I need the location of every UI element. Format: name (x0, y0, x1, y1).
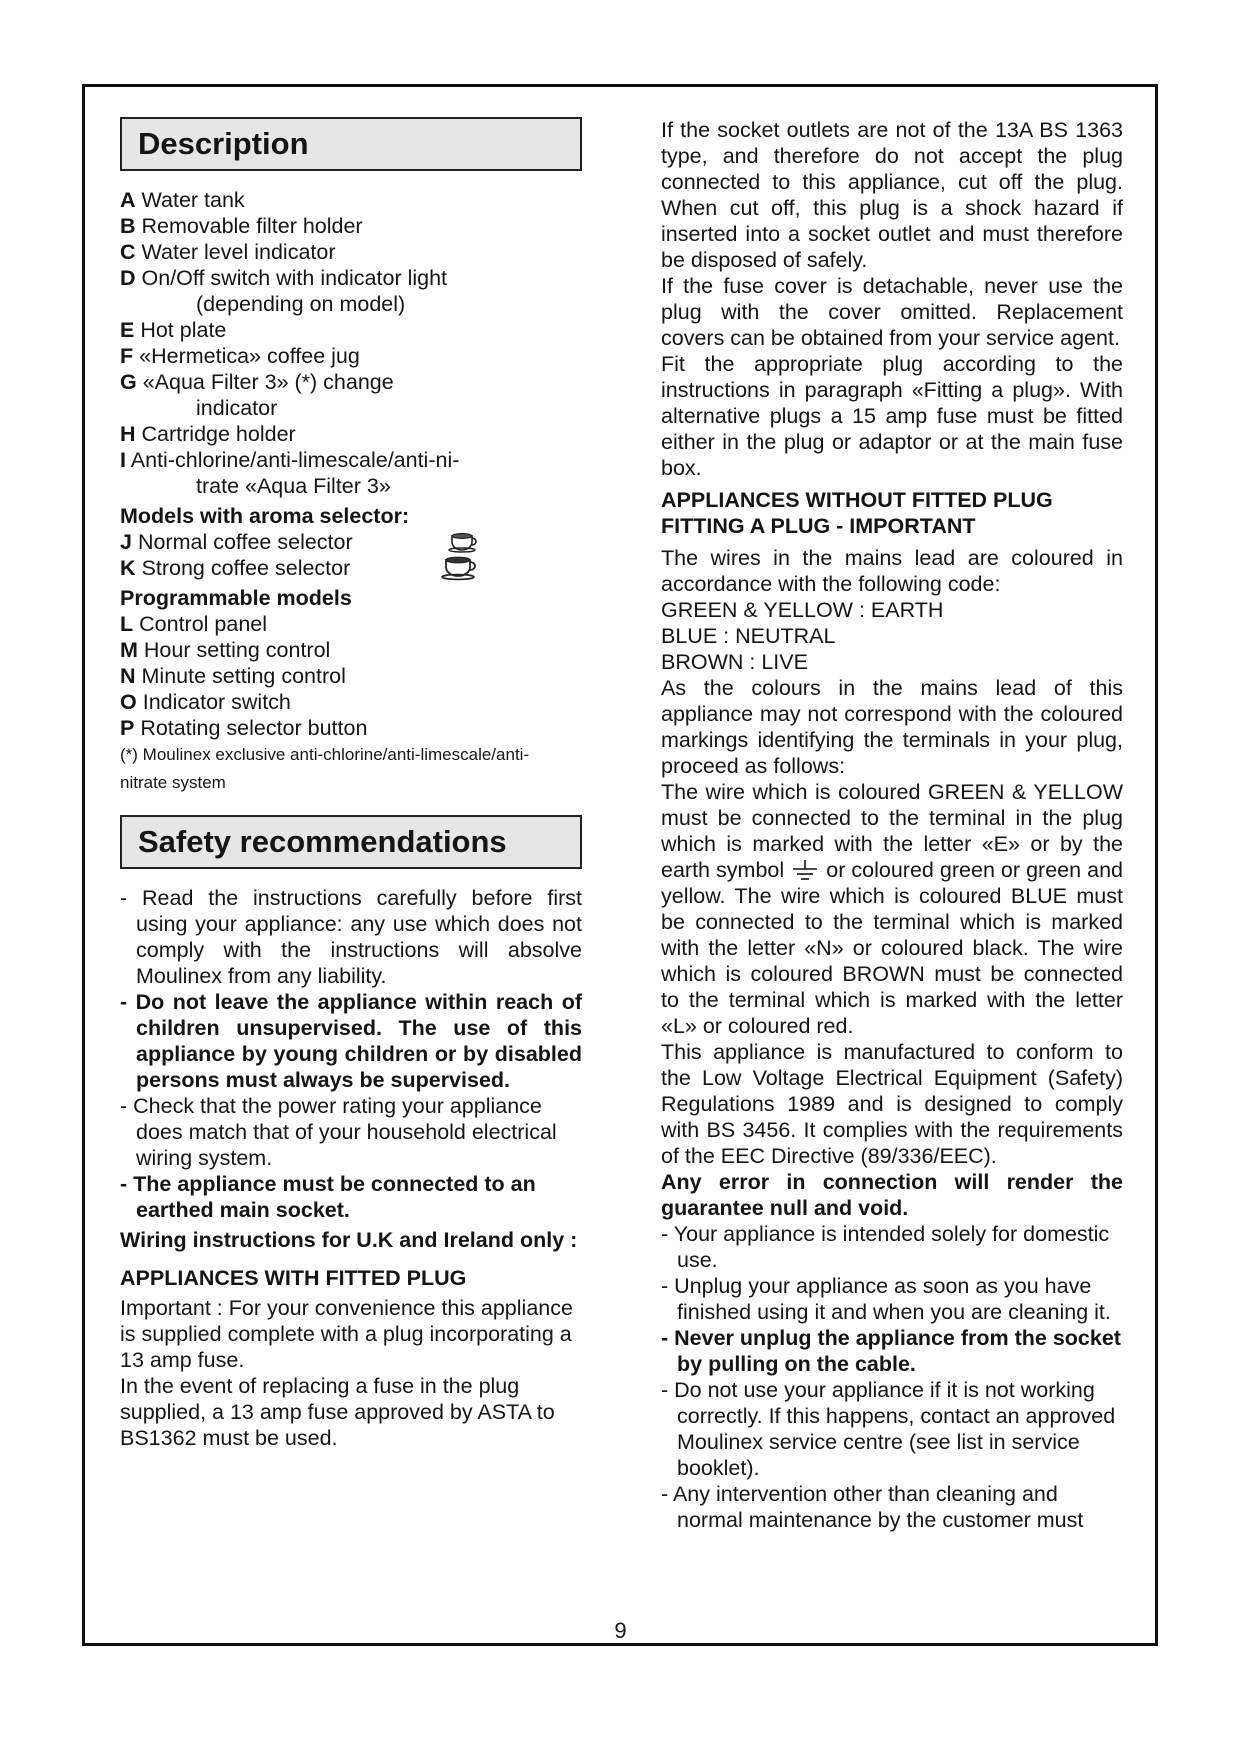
safety-bullet: - Check that the power rating your appliance does match that of your household electrical wiring system. (120, 1094, 557, 1170)
earth-symbol-icon (790, 859, 820, 881)
list-item: M Hour setting control (120, 638, 331, 662)
description-list (120, 187, 582, 499)
footnote: nitrate system (120, 773, 226, 792)
left-column (120, 117, 582, 1451)
colour-code: BLUE : NEUTRAL (661, 624, 836, 648)
safety-heading: Safety recommendations (120, 815, 582, 869)
safety-list (120, 885, 582, 1223)
list-item: K Strong coffee selector (120, 555, 480, 581)
footnote: (*) Moulinex exclusive anti-chlorine/anti-limescale/anti- (120, 745, 530, 764)
list-item: E Hot plate (120, 318, 227, 342)
coffee-cup-normal-icon (448, 531, 480, 553)
wiring-heading: Wiring instructions for U.K and Ireland only : (120, 1228, 578, 1252)
safety-bullet: - Do not use your appliance if it is not working correctly. If this happens, contact an approved Moulinex service centre (see list in service booklet). (661, 1378, 1116, 1480)
safety-bullet: - Unplug your appliance as soon as you have finished using it and when you are cleaning it. (661, 1274, 1111, 1324)
fitted-plug-text: In the event of replacing a fuse in the plug supplied, a 13 amp fuse approved by ASTA to BS1362 must be used. (120, 1374, 555, 1450)
list-item: O Indicator switch (120, 690, 291, 714)
list-item: B Removable filter holder (120, 214, 363, 238)
safety-bullet: - Read the instructions carefully before first using your appliance: any use which does not comply with the instructions will absolve Moulinex from any liability. (120, 886, 582, 988)
list-item: F «Hermetica» coffee jug (120, 344, 360, 368)
paragraph: As the colours in the mains lead of this appliance may not correspond with the coloured markings identifying the terminals in your plug, proceed as follows: (661, 676, 1123, 778)
fitting-plug-heading: FITTING A PLUG - IMPORTANT (661, 514, 976, 538)
paragraph: If the socket outlets are not of the 13A BS 1363 type, and therefore do not accept the plug connected to this appliance, cut off the plug. When cut off, this plug is a shock hazard if inserted into a socket outlet and must therefore be disposed of safely. (661, 118, 1123, 272)
fitted-plug-text: Important : For your convenience this appliance is supplied complete with a plug incorporating a 13 amp fuse. (120, 1296, 573, 1372)
list-item: A Water tank (120, 188, 245, 212)
list-item: I Anti-chlorine/anti-limescale/anti-ni- (120, 448, 460, 472)
colour-code: GREEN & YELLOW : EARTH (661, 598, 944, 622)
safety-bullet: - Your appliance is intended solely for domestic use. (661, 1222, 1110, 1272)
paragraph: The wire which is coloured GREEN & YELLOW must be connected to the terminal in the plug which is marked with the letter «E» or by the earth symbol or coloured green or green and yellow. The wire which is coloured BLUE must be connected to the terminal which is marked with the letter «N» or coloured black. The wire which is coloured BROWN must be connected to the terminal which is marked with the letter «L» or coloured red. (661, 780, 1123, 1038)
list-item: H Cartridge holder (120, 422, 296, 446)
description-heading: Description (120, 117, 582, 171)
list-item: L Control panel (120, 612, 268, 636)
list-item: G «Aqua Filter 3» (*) change (120, 370, 394, 394)
colour-code: BROWN : LIVE (661, 650, 808, 674)
paragraph: The wires in the mains lead are coloured in accordance with the following code: (661, 546, 1123, 596)
right-column (661, 117, 1123, 1533)
coffee-cup-strong-icon (440, 555, 480, 581)
page-number: 9 (614, 1618, 627, 1643)
safety-bullet: - Any intervention other than cleaning and normal maintenance by the customer must (661, 1482, 1084, 1532)
programmable-heading: Programmable models (120, 586, 352, 610)
safety-bullet: - The appliance must be connected to an earthed main socket. (120, 1172, 536, 1222)
safety-bullet: - Never unplug the appliance from the socket by pulling on the cable. (661, 1326, 1121, 1376)
paragraph: Fit the appropriate plug according to the instructions in paragraph «Fitting a plug». With alternative plugs a 15 amp fuse must be fitted either in the plug or adaptor or at the main fuse box. (661, 352, 1123, 480)
fitted-plug-heading: APPLIANCES WITH FITTED PLUG (120, 1266, 467, 1290)
list-item: D On/Off switch with indicator light (120, 266, 448, 290)
list-item-cont: (depending on model) (196, 292, 406, 316)
list-item: P Rotating selector button (120, 716, 368, 740)
list-item: N Minute setting control (120, 664, 346, 688)
paragraph: Any error in connection will render the guarantee null and void. (661, 1170, 1123, 1220)
list-item-cont: indicator (196, 396, 278, 420)
paragraph: This appliance is manufactured to conform to the Low Voltage Electrical Equipment (Safety) Regulations 1989 and is designed to comply with BS 3456. It complies with the requirements of the EEC Directive (89/336/EEC). (661, 1040, 1123, 1168)
aroma-heading: Models with aroma selector: (120, 504, 410, 528)
paragraph: If the fuse cover is detachable, never use the plug with the cover omitted. Replacement covers can be obtained from your service agent. (661, 274, 1123, 350)
list-item: C Water level indicator (120, 240, 336, 264)
safety-bullet: - Do not leave the appliance within reach of children unsupervised. The use of this appliance by young children or by disabled persons must always be supervised. (120, 990, 582, 1092)
list-item: J Normal coffee selector (120, 529, 480, 555)
without-plug-heading: APPLIANCES WITHOUT FITTED PLUG (661, 488, 1053, 512)
list-item-cont: trate «Aqua Filter 3» (196, 474, 391, 498)
